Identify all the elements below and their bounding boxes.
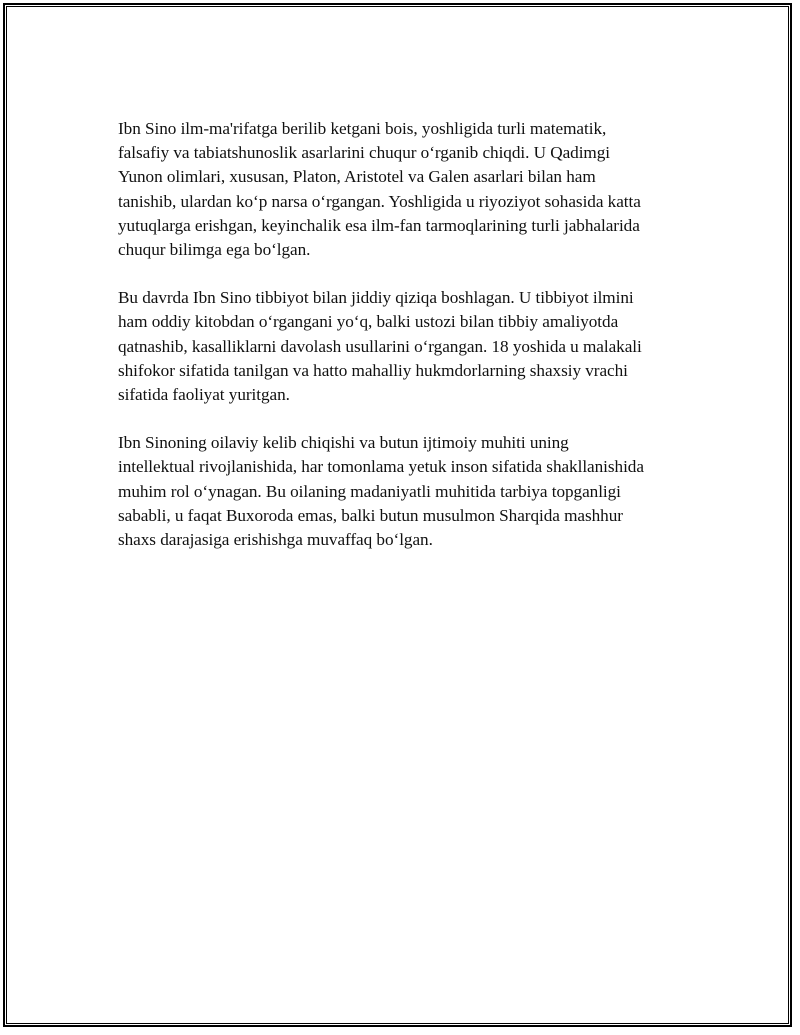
paragraph-1: Ibn Sino ilm-ma'rifatga berilib ketgani bois, yoshligida turli matematik, falsafiy va tabiatshunoslik asarlarini chuqur o‘rganib chiqdi. U Qadimgi Yunon olimlari, xususan, Platon, Aristotel va Galen asarlari bilan ham tanishib, ulardan ko‘p narsa o‘rgangan. Yoshligida u riyoziyot sohasida katta yutuqlarga erishgan, keyinchalik esa ilm-fan tarmoqlarining turli jabhalarida chuqur bilimga ega bo‘lgan. — [118, 119, 641, 260]
paragraph-2: Bu davrda Ibn Sino tibbiyot bilan jiddiy qiziqa boshlagan. U tibbiyot ilmini ham oddiy kitobdan o‘rgangani yo‘q, balki ustozi bilan tibbiy amaliyotda qatnashib, kasalliklarni davolash usullarini o‘rgangan. 18 yoshida u malakali shifokor sifatida tanilgan va hatto mahalliy hukmdorlarning shaxsiy vrachi sifatida faoliyat yuritgan. — [118, 288, 642, 405]
paragraph-3: Ibn Sinoning oilaviy kelib chiqishi va butun ijtimoiy muhiti uning intellektual rivojlanishida, har tomonlama yetuk inson sifatida shakllanishida muhim rol o‘ynagan. Bu oilaning madaniyatli muhitida tarbiya topganligi sababli, u faqat Buxoroda emas, balki butun musulmon Sharqida mashhur shaxs darajasiga erishishga muvaffaq bo‘lgan. — [118, 433, 644, 550]
document-body — [118, 117, 690, 576]
